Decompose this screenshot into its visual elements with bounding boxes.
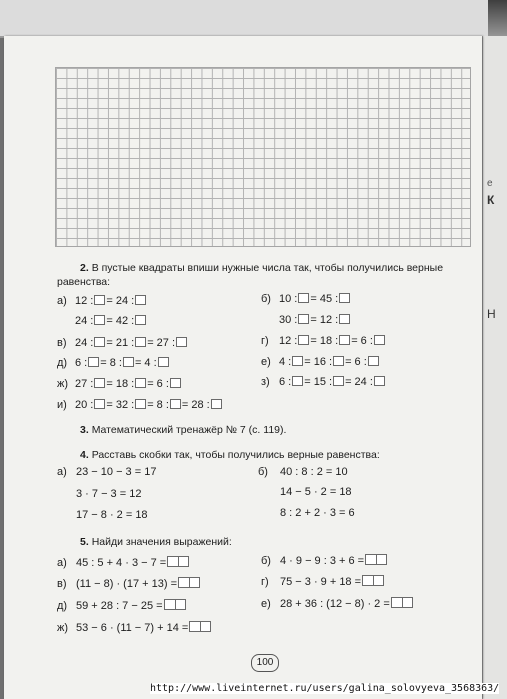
item-label: и) <box>57 399 67 411</box>
item-label: г) <box>261 576 269 588</box>
equation-part: = 8 : <box>100 357 122 369</box>
task2-equation-row <box>261 376 386 389</box>
task2-equation-row <box>261 335 386 348</box>
task5-expression-row <box>261 575 384 589</box>
equation-part: = 4 : <box>134 357 157 369</box>
task5-expression-row <box>261 554 387 568</box>
answer-box[interactable] <box>94 378 105 388</box>
item-label: д) <box>57 600 68 612</box>
task2-heading-cont: равенства: <box>57 276 111 288</box>
equation-part: 20 : <box>75 399 94 411</box>
answer-box[interactable] <box>298 293 309 303</box>
task2-equation-row <box>57 295 147 308</box>
watermark-url: http://www.liveinternet.ru/users/galina_solovyeva_3568363/ <box>150 683 500 694</box>
item-label: г) <box>261 335 269 347</box>
task3-text: 3. Математический тренажёр № 7 (с. 119). <box>80 424 287 436</box>
answer-box[interactable] <box>178 577 200 588</box>
answer-box[interactable] <box>135 295 146 305</box>
next-page-fragment: Н <box>487 307 496 321</box>
item-label: в) <box>57 337 67 349</box>
task2-equation-row <box>57 315 147 328</box>
answer-box[interactable] <box>94 399 105 409</box>
equation-part: = 24 : <box>106 295 135 307</box>
next-page-fragment: К <box>487 193 495 207</box>
answer-box[interactable] <box>94 315 105 325</box>
equation-part: = 12 : <box>310 314 339 326</box>
expression: 4 · 9 − 9 : 3 + 6 = <box>280 555 365 567</box>
equation-part: = 24 : <box>345 376 373 388</box>
equation-part: 12 : <box>279 335 298 347</box>
answer-box[interactable] <box>135 399 146 409</box>
equation-part: = 6 : <box>345 356 367 368</box>
equation-part: = 8 : <box>147 399 169 411</box>
item-label: б) <box>261 293 271 305</box>
item-label: з) <box>261 376 270 388</box>
equation-part: 4 : <box>279 356 292 368</box>
next-page-edge <box>482 36 507 699</box>
task5-expression-row <box>57 599 186 613</box>
item-label: в) <box>57 578 67 590</box>
answer-box[interactable] <box>164 599 186 610</box>
answer-box[interactable] <box>368 356 379 366</box>
answer-box[interactable] <box>170 378 181 388</box>
expression: 28 + 36 : (12 − 8) · 2 = <box>280 598 390 610</box>
equation-part: = 18 : <box>106 378 135 390</box>
equation-part: = 15 : <box>304 376 333 388</box>
answer-box[interactable] <box>292 356 303 366</box>
answer-box[interactable] <box>211 399 222 409</box>
equation-part: = 27 : <box>147 337 176 349</box>
task5-expression-row <box>261 597 413 611</box>
expression: 53 − 6 · (11 − 7) + 14 = <box>76 622 189 634</box>
answer-box[interactable] <box>135 315 146 325</box>
item-label: е) <box>261 356 271 368</box>
item-label: б) <box>261 555 271 567</box>
equation-part: = 16 : <box>304 356 333 368</box>
next-page-fragment: е <box>487 178 493 189</box>
task2-heading: 2. В пустые квадраты впиши нужные числа так, чтобы получились верные <box>80 262 444 274</box>
equation-part: 30 : <box>279 314 298 326</box>
item-label: ж) <box>57 622 69 634</box>
answer-box[interactable] <box>123 357 134 367</box>
answer-box[interactable] <box>292 376 303 386</box>
item-label: ж) <box>57 378 69 390</box>
answer-box[interactable] <box>135 378 146 388</box>
task2-equation-row <box>261 356 380 369</box>
answer-box[interactable] <box>167 556 189 567</box>
previous-page-edge <box>0 0 488 37</box>
expression: 45 : 5 + 4 · 3 − 7 = <box>76 557 167 569</box>
task4-equation: 23 − 10 − 3 = 17 <box>76 466 157 478</box>
answer-box[interactable] <box>333 376 344 386</box>
answer-box[interactable] <box>94 337 105 347</box>
answer-box[interactable] <box>176 337 187 347</box>
task4-label-b: б) <box>258 466 268 478</box>
answer-box[interactable] <box>374 376 385 386</box>
task2-equation-row <box>261 314 351 327</box>
equation-part: = 18 : <box>310 335 339 347</box>
answer-box[interactable] <box>170 399 181 409</box>
answer-box[interactable] <box>362 575 384 586</box>
task4-equation: 14 − 5 · 2 = 18 <box>280 486 352 498</box>
answer-box[interactable] <box>135 337 146 347</box>
answer-box[interactable] <box>94 295 105 305</box>
task4-label-a: а) <box>57 466 67 478</box>
task2-equation-row <box>57 337 188 350</box>
task2-equation-row <box>57 378 182 391</box>
equation-part: 12 : <box>75 295 94 307</box>
equation-part: = 42 : <box>106 315 135 327</box>
equation-part: 10 : <box>279 293 298 305</box>
task2-equation-row <box>261 293 351 306</box>
expression: (11 − 8) · (17 + 13) = <box>76 578 177 590</box>
answer-box[interactable] <box>374 335 385 345</box>
answer-box[interactable] <box>298 335 309 345</box>
equation-part: 24 : <box>75 315 94 327</box>
answer-box[interactable] <box>391 597 413 608</box>
task5-expression-row <box>57 556 189 570</box>
equation-part: = 6 : <box>351 335 373 347</box>
equation-part: = 28 : <box>181 399 210 411</box>
equation-part: = 6 : <box>147 378 169 390</box>
equation-part: = 45 : <box>310 293 339 305</box>
answer-box[interactable] <box>158 357 169 367</box>
task5-heading: 5. Найди значения выражений: <box>80 536 232 548</box>
task4-equation: 3 · 7 − 3 = 12 <box>76 488 142 500</box>
answer-box[interactable] <box>339 293 350 303</box>
answer-box[interactable] <box>333 356 344 366</box>
expression: 59 + 28 : 7 − 25 = <box>76 600 163 612</box>
task4-heading: 4. Расставь скобки так, чтобы получились верные равенства: <box>80 449 380 461</box>
item-label: д) <box>57 357 68 369</box>
task2-equation-row <box>57 357 170 370</box>
squared-grid <box>55 67 471 247</box>
task4-equation: 8 : 2 + 2 · 3 = 6 <box>280 507 355 519</box>
answer-box[interactable] <box>298 314 309 324</box>
answer-box[interactable] <box>339 335 350 345</box>
item-label: е) <box>261 598 271 610</box>
task4-equation: 40 : 8 : 2 = 10 <box>280 466 348 478</box>
equation-part: = 21 : <box>106 337 135 349</box>
answer-box[interactable] <box>365 554 387 565</box>
equation-part: 24 : <box>75 337 94 349</box>
task2-equation-row <box>57 399 223 412</box>
task5-expression-row <box>57 621 211 635</box>
task4-equation: 17 − 8 · 2 = 18 <box>76 509 148 521</box>
answer-box[interactable] <box>339 314 350 324</box>
answer-box[interactable] <box>88 357 99 367</box>
task5-expression-row <box>57 577 200 591</box>
answer-box[interactable] <box>189 621 211 632</box>
equation-part: 27 : <box>75 378 94 390</box>
expression: 75 − 3 · 9 + 18 = <box>280 576 362 588</box>
page-number: 100 <box>251 654 279 672</box>
item-label: а) <box>57 557 67 569</box>
equation-part: 6 : <box>279 376 292 388</box>
equation-part: 6 : <box>75 357 88 369</box>
item-label: а) <box>57 295 67 307</box>
equation-part: = 32 : <box>106 399 135 411</box>
